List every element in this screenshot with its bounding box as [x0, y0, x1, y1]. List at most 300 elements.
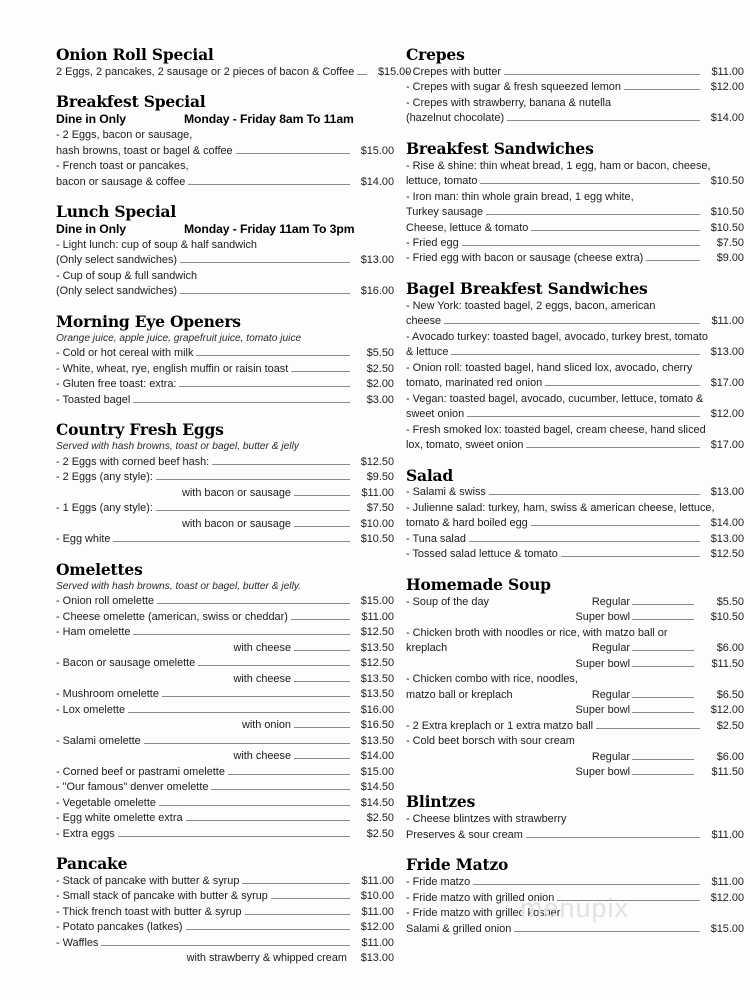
menu-item-row — [56, 827, 394, 842]
menu-section-blintzes — [406, 793, 744, 843]
menu-item-row — [406, 205, 744, 220]
section-title: Crepes — [406, 45, 465, 64]
menu-item-price: $5.50 — [366, 347, 394, 360]
menu-item-option-row — [56, 517, 394, 532]
soup-item-row — [406, 765, 744, 780]
menu-item-name: - Small stack of pancake with butter & syrup — [56, 890, 268, 903]
menu-item-row — [56, 811, 394, 826]
menu-section-breakfest-sandwiches — [406, 140, 744, 267]
menu-item-price: $3.00 — [366, 393, 394, 406]
dine-in-label: Dine in Only — [56, 112, 126, 127]
menu-item-price: $7.50 — [366, 502, 394, 515]
menu-item-row — [406, 65, 744, 80]
menu-section-country-fresh-eggs — [56, 421, 394, 547]
menu-item-name: - Thick french toast with butter & syrup — [56, 905, 242, 918]
soup-item-price: $11.50 — [711, 657, 744, 670]
menu-item-price: $13.00 — [710, 532, 744, 545]
menu-item-price: $10.50 — [710, 206, 744, 219]
soup-size-label: Super bowl — [575, 611, 630, 624]
soup-item-price: $12.00 — [710, 704, 744, 717]
menu-item-price: $12.00 — [710, 408, 744, 421]
menu-item-price: $10.00 — [360, 890, 394, 903]
soup-item-name: matzo ball or kreplach — [406, 688, 513, 701]
menu-item-row — [56, 377, 394, 392]
menu-item-price: $14.00 — [710, 517, 744, 530]
menu-section-bagel-breakfest-sandwiches — [406, 280, 744, 454]
menu-item-row — [56, 65, 412, 80]
menu-item-price: $13.00 — [710, 486, 744, 499]
leader-line — [469, 541, 700, 542]
leader-line — [179, 386, 350, 387]
soup-item-price: $5.50 — [716, 595, 744, 608]
menu-item-name: Salami & grilled onion — [406, 922, 512, 935]
menu-item-description: - Onion roll: toasted bagel, hand sliced lox, avocado, cherry — [406, 361, 693, 374]
menu-item-row — [406, 376, 744, 391]
leader-line — [507, 120, 700, 121]
menu-item-price: $12.00 — [710, 891, 744, 904]
menu-section-omelettes — [56, 561, 394, 842]
leader-line — [444, 323, 700, 324]
leader-line — [212, 464, 350, 465]
menu-item-price: $10.50 — [710, 175, 744, 188]
section-title: Blintzes — [406, 792, 476, 812]
leader-line — [236, 153, 350, 154]
soup-item-name: - Soup of the day — [406, 595, 489, 608]
menu-item-row — [56, 765, 394, 780]
menu-section-homemade-soup — [406, 576, 744, 781]
menu-item-row — [56, 656, 394, 671]
soup-item-price: $6.50 — [716, 688, 744, 701]
soup-size-label: Regular — [591, 642, 630, 655]
leader-line — [451, 354, 700, 355]
menu-item-price: $11.00 — [361, 905, 394, 918]
hours-label: Monday - Friday 11am To 3pm — [184, 221, 355, 236]
menu-item-name: - Mushroom omelette — [56, 688, 159, 701]
menu-item-row — [56, 796, 394, 811]
menu-section-pancake — [56, 855, 394, 967]
menu-item-name: - Toasted bagel — [56, 393, 131, 406]
leader-line — [242, 883, 350, 884]
menupix-watermark: menupix — [520, 893, 630, 923]
soup-item-price: $11.50 — [711, 765, 744, 778]
soup-item-row — [406, 688, 744, 703]
leader-line — [294, 727, 350, 728]
menu-item-price: $12.50 — [360, 626, 394, 639]
menu-item-name: (hazelnut chocolate) — [406, 112, 505, 125]
menu-item-row — [56, 175, 394, 190]
menu-item-price: $11.00 — [361, 874, 394, 887]
menu-item-price: $13.00 — [710, 346, 744, 359]
leader-line — [294, 526, 350, 527]
menu-item-row — [406, 828, 744, 843]
soup-item-price: $10.50 — [710, 611, 744, 624]
soup-size-label: Regular — [591, 750, 630, 763]
soup-item-row — [406, 703, 744, 718]
leader-line — [291, 371, 350, 372]
menu-item-price: $14.50 — [360, 796, 394, 809]
menu-item-price: $2.50 — [366, 362, 394, 375]
menu-item-option-row — [56, 718, 394, 733]
leader-line — [632, 697, 694, 698]
menu-item-price: $14.00 — [360, 175, 394, 188]
leader-line — [101, 945, 350, 946]
menu-item-option-name: with bacon or sausage — [182, 486, 291, 499]
menu-item-description: - Fride matzo with grilled kosher — [406, 907, 561, 920]
soup-item-row — [406, 610, 744, 625]
menu-item-option-name: with onion — [241, 719, 291, 732]
section-title: Breakfest Sandwiches — [406, 138, 594, 158]
menu-item-description: - Cold beet borsch with sour cream — [406, 735, 575, 748]
menu-item-description: - 2 Eggs, bacon or sausage, — [56, 129, 193, 142]
menu-item-name: - Salami omelette — [56, 734, 141, 747]
leader-line — [514, 931, 700, 932]
menu-item-row — [56, 470, 394, 485]
menu-item-name: sweet onion — [406, 408, 465, 421]
leader-line — [245, 914, 350, 915]
menu-item-name: tomato & hard boiled egg — [406, 517, 528, 530]
leader-line — [133, 634, 350, 635]
menu-item-row — [56, 284, 394, 299]
menu-item-row — [56, 905, 394, 920]
soup-size-label: Super bowl — [575, 657, 630, 670]
menu-item-price: $17.00 — [710, 439, 744, 452]
menu-item-row — [56, 253, 394, 268]
leader-line — [188, 184, 350, 185]
menu-item-price: $10.50 — [360, 533, 394, 546]
menu-item-price: $13.50 — [360, 641, 394, 654]
menu-item-row — [56, 687, 394, 702]
menu-item-name: - 2 Eggs with corned beef hash: — [56, 455, 210, 468]
leader-line — [113, 541, 350, 542]
leader-line — [180, 293, 350, 294]
leader-line — [156, 510, 350, 511]
menu-item-name: cheese — [406, 315, 442, 328]
menu-item-row — [406, 111, 744, 126]
menu-item-price: $2.50 — [366, 827, 394, 840]
menu-item-price: $15.00 — [360, 144, 394, 157]
menu-item-row — [406, 221, 744, 236]
menu-item-name: - Salami & swiss — [406, 486, 486, 499]
menu-item-price: $11.00 — [361, 610, 394, 623]
dine-in-label: Dine in Only — [56, 221, 126, 236]
menu-item-row — [406, 547, 744, 562]
menu-item-name: - Gluten free toast: extra: — [56, 378, 177, 391]
menu-item-price: $13.00 — [360, 254, 394, 267]
menu-item-price: $15.00 — [377, 65, 412, 78]
menu-item-row — [406, 407, 744, 422]
menu-item-row — [56, 610, 394, 625]
menu-item-row — [56, 501, 394, 516]
menu-item-description: - Light lunch: cup of soup & half sandwich — [56, 238, 257, 251]
menu-item-name: - Crepes with sugar & fresh squeezed lemon — [406, 81, 621, 94]
menu-item-row — [406, 532, 744, 547]
soup-item-price: $6.00 — [716, 642, 744, 655]
section-title: Morning Eye Openers — [56, 311, 241, 331]
section-subtitle: Served with hash browns, toast or bagel, butter & jelly. — [56, 580, 302, 592]
section-title: Country Fresh Eggs — [56, 420, 224, 440]
menu-item-name: - Vegetable omelette — [56, 796, 156, 809]
menu-item-name: & lettuce — [406, 346, 449, 359]
section-subtitle: Served with hash browns, toast or bagel, butter & jelly — [56, 441, 299, 453]
menu-item-row — [56, 594, 394, 609]
menu-item-row — [406, 314, 744, 329]
menu-item-price: $16.00 — [360, 703, 394, 716]
menu-item-name: - Ham omelette — [56, 626, 131, 639]
menu-item-row — [56, 920, 394, 935]
leader-line — [596, 728, 700, 729]
leader-line — [144, 743, 350, 744]
section-subtitle: Orange juice, apple juice, grapefruit juice, tomato juice — [56, 332, 302, 344]
menu-item-name: Cheese, lettuce & tomato — [406, 221, 529, 234]
leader-line — [526, 837, 700, 838]
leader-line — [156, 479, 350, 480]
menu-item-price: $13.50 — [360, 672, 394, 685]
menu-item-name: - 2 Extra kreplach or 1 extra matzo ball — [406, 719, 594, 732]
menu-item-description: - Chicken broth with noodles or rice, with matzo ball or — [406, 626, 668, 639]
leader-line — [198, 665, 350, 666]
menu-item-description: - Cheese blintzes with strawberry — [406, 813, 567, 826]
menu-item-row — [56, 625, 394, 640]
menu-item-row — [406, 251, 744, 266]
menu-item-name: Preserves & sour cream — [406, 828, 523, 841]
menu-item-name: - Cold or hot cereal with milk — [56, 347, 194, 360]
menu-item-price: $15.00 — [710, 922, 744, 935]
section-title: Omelettes — [56, 559, 143, 579]
section-title: Lunch Special — [56, 202, 177, 222]
soup-item-price: $6.00 — [716, 750, 744, 763]
leader-line — [646, 260, 700, 261]
menu-item-name: - Fride matzo — [406, 876, 471, 889]
menu-item-description: - Fresh smoked lox: toasted bagel, cream cheese, hand sliced — [406, 423, 706, 436]
leader-line — [357, 74, 367, 75]
soup-item-row — [406, 750, 744, 765]
leader-line — [162, 696, 350, 697]
leader-line — [294, 650, 350, 651]
menu-item-price: $14.00 — [710, 112, 744, 125]
menu-item-price: $9.50 — [366, 471, 394, 484]
section-title: Fride Matzo — [406, 855, 509, 875]
menu-item-name: - White, wheat, rye, english muffin or raisin toast — [56, 362, 289, 375]
menu-item-row — [56, 889, 394, 904]
leader-line — [632, 666, 694, 667]
menu-item-price: $13.50 — [360, 688, 394, 701]
menu-item-name: - Onion roll omelette — [56, 595, 155, 608]
menu-section-morning-eye-openers — [56, 313, 394, 409]
leader-line — [294, 495, 350, 496]
menu-column-left — [56, 45, 412, 980]
soup-item-row — [406, 641, 744, 656]
leader-line — [294, 758, 350, 759]
menu-item-row — [56, 346, 394, 361]
menu-item-row — [56, 780, 394, 795]
menu-item-price: $7.50 — [716, 236, 744, 249]
menu-item-price: $12.50 — [360, 657, 394, 670]
menu-item-row — [56, 703, 394, 718]
menu-item-description: - Rise & shine: thin wheat bread, 1 egg, ham or bacon, cheese, — [406, 159, 711, 172]
menu-item-name: bacon or sausage & coffee — [56, 175, 186, 188]
section-title: Homemade Soup — [406, 574, 551, 594]
menu-item-row — [406, 236, 744, 251]
leader-line — [489, 494, 700, 495]
leader-line — [526, 447, 700, 448]
menu-item-name: - Tuna salad — [406, 532, 466, 545]
menu-item-name: (Only select sandwiches) — [56, 285, 178, 298]
menu-item-price: $11.00 — [711, 65, 744, 78]
menu-item-price: $2.50 — [366, 812, 394, 825]
menu-item-price: $12.00 — [360, 921, 394, 934]
menu-section-crepes — [406, 46, 744, 127]
leader-line — [294, 681, 350, 682]
menu-item-name: (Only select sandwiches) — [56, 254, 178, 267]
leader-line — [480, 183, 700, 184]
menu-item-description: - Cup of soup & full sandwich — [56, 269, 198, 282]
soup-item-row — [406, 595, 744, 610]
menu-item-row — [56, 144, 394, 159]
section-title: Pancake — [56, 854, 128, 874]
menu-item-row — [406, 345, 744, 360]
menu-columns — [0, 46, 750, 980]
menu-item-name: - Corned beef or pastrami omelette — [56, 765, 225, 778]
menu-item-price: $10.00 — [360, 517, 394, 530]
menu-item-option-name: with cheese — [233, 641, 291, 654]
menu-item-option-name: with cheese — [233, 750, 291, 763]
menu-item-row — [406, 485, 744, 500]
menu-section-onion-roll-special — [56, 45, 412, 80]
menu-item-row — [56, 874, 394, 889]
menu-item-description: - Julienne salad: turkey, ham, swiss & american cheese, lettuce, — [406, 501, 715, 514]
menu-item-row — [406, 438, 744, 453]
leader-line — [531, 525, 700, 526]
menu-item-price: $11.00 — [711, 876, 744, 889]
menu-item-option-row — [56, 672, 394, 687]
menu-item-description: - French toast or pancakes, — [56, 160, 189, 173]
soup-size-label: Regular — [591, 595, 630, 608]
section-title: Breakfest Special — [56, 92, 206, 112]
leader-line — [632, 774, 694, 775]
menu-item-price: $9.00 — [716, 252, 744, 265]
menu-item-row — [56, 362, 394, 377]
menu-section-lunch-special — [56, 203, 394, 300]
leader-line — [467, 416, 700, 417]
menu-column-right — [406, 46, 744, 980]
leader-line — [632, 650, 694, 651]
hours-label: Monday - Friday 8am To 11am — [184, 112, 354, 127]
menu-item-price: $16.00 — [360, 285, 394, 298]
menu-item-row — [56, 393, 394, 408]
menu-item-option-row — [56, 749, 394, 764]
menu-item-name: lox, tomato, sweet onion — [406, 439, 524, 452]
menu-item-price: $12.00 — [710, 81, 744, 94]
menu-item-price: $13.00 — [360, 952, 394, 965]
menu-item-row — [56, 936, 394, 951]
menu-section-salad — [406, 467, 744, 563]
soup-size-label: Super bowl — [575, 704, 630, 717]
menu-item-name: - Fried egg with bacon or sausage (cheese extra) — [406, 252, 644, 265]
menu-item-name: - 2 Eggs (any style): — [56, 471, 153, 484]
menu-item-name: 2 Eggs, 2 pancakes, 2 sausage or 2 pieces of bacon & Coffee — [56, 65, 355, 78]
section-title: Onion Roll Special — [56, 45, 214, 64]
menu-item-description: - Avocado turkey: toasted bagel, avocado, turkey brest, tomato — [406, 330, 708, 343]
menu-section-breakfest-special — [56, 93, 394, 190]
menu-item-price: $11.00 — [361, 486, 394, 499]
menu-item-name: - Lox omelette — [56, 703, 126, 716]
menu-item-name: - Egg white — [56, 533, 111, 546]
leader-line — [118, 836, 350, 837]
leader-line — [473, 884, 700, 885]
menu-item-row — [56, 455, 394, 470]
leader-line — [159, 805, 350, 806]
leader-line — [186, 820, 350, 821]
menu-item-row — [406, 719, 744, 734]
menu-item-option-name: with strawberry & whipped cream — [186, 952, 347, 965]
menu-item-description: - Vegan: toasted bagel, avocado, cucumber, lettuce, tomato & — [406, 392, 704, 405]
leader-line — [186, 929, 350, 930]
menu-item-description: - Crepes with strawberry, banana & nutella — [406, 96, 612, 109]
menu-item-name: - "Our famous" denver omelette — [56, 781, 209, 794]
leader-line — [180, 262, 350, 263]
menu-item-option-name: with bacon or sausage — [182, 517, 291, 530]
menu-item-price: $14.50 — [360, 781, 394, 794]
soup-item-name: kreplach — [406, 642, 448, 655]
section-hours — [56, 222, 394, 236]
menu-item-price: $14.00 — [360, 750, 394, 763]
menu-item-price: $12.50 — [360, 455, 394, 468]
menu-item-name: - Fride matzo with grilled onion — [406, 891, 555, 904]
menu-item-price: $11.00 — [711, 828, 744, 841]
menu-item-price: $12.50 — [710, 548, 744, 561]
menu-item-name: tomato, marinated red onion — [406, 377, 543, 390]
menu-item-name: - Extra eggs — [56, 827, 115, 840]
menu-item-name: - Crepes with butter — [406, 65, 502, 78]
section-title: Bagel Breakfest Sandwiches — [406, 278, 648, 298]
menu-item-row — [406, 174, 744, 189]
menu-item-name: - 1 Eggs (any style): — [56, 502, 153, 515]
soup-size-label: Regular — [591, 688, 630, 701]
menu-item-row — [406, 875, 744, 890]
leader-line — [561, 556, 700, 557]
menu-item-price: $15.00 — [360, 595, 394, 608]
menu-item-name: - Waffles — [56, 936, 99, 949]
leader-line — [228, 774, 350, 775]
menu-item-description: - Chicken combo with rice, noodles, — [406, 673, 578, 686]
menu-item-row — [406, 516, 744, 531]
leader-line — [291, 619, 350, 620]
menu-item-option-row — [56, 951, 394, 966]
leader-line — [133, 402, 350, 403]
menu-item-price: $16.50 — [360, 719, 394, 732]
menu-item-price: $2.50 — [716, 719, 744, 732]
menu-item-description: - New York: toasted bagel, 2 eggs, bacon, american — [406, 299, 656, 312]
menu-item-name: hash browns, toast or bagel & coffee — [56, 144, 233, 157]
section-title: Salad — [406, 465, 454, 485]
leader-line — [632, 604, 694, 605]
menu-item-name: - Cheese omelette (american, swiss or cheddar) — [56, 610, 288, 623]
menu-item-row — [56, 532, 394, 547]
leader-line — [462, 245, 700, 246]
leader-line — [486, 214, 700, 215]
menu-item-row — [406, 80, 744, 95]
soup-size-label: Super bowl — [575, 765, 630, 778]
menu-item-name: - Fried egg — [406, 236, 459, 249]
menu-item-price: $2.00 — [366, 378, 394, 391]
menu-item-name: - Bacon or sausage omelette — [56, 657, 196, 670]
menu-item-description: - Iron man: thin whole grain bread, 1 egg white, — [406, 190, 634, 203]
leader-line — [624, 89, 700, 90]
menu-item-name: - Potato pancakes (latkes) — [56, 921, 183, 934]
section-hours — [56, 112, 394, 126]
menu-item-price: $11.00 — [361, 936, 394, 949]
menu-item-price: $11.00 — [711, 315, 744, 328]
